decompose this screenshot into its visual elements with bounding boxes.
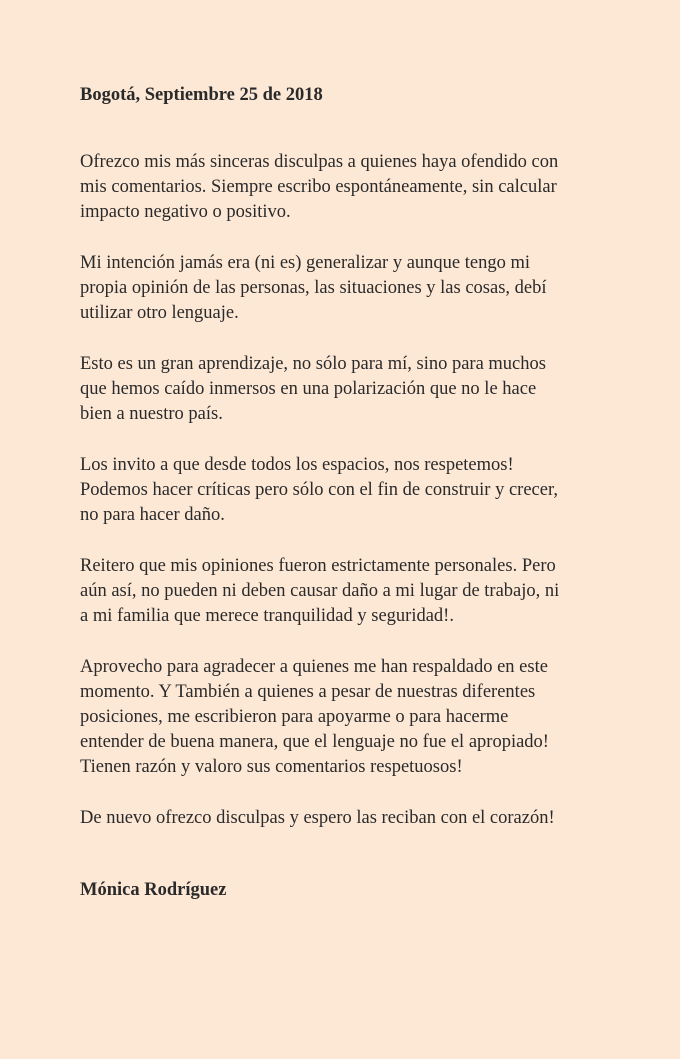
paragraph-line: no para hacer daño.: [80, 505, 225, 525]
paragraph-line: que hemos caído inmersos en una polarización que no le hace: [80, 379, 537, 399]
paragraph-line: Mi intención jamás era (ni es) generalizar y aunque tengo mi: [80, 253, 530, 273]
paragraph-5: [80, 554, 620, 629]
paragraph-line: posiciones, me escribieron para apoyarme o para hacerme: [80, 707, 509, 727]
paragraph-2: [80, 251, 620, 326]
letter-date: Bogotá, Septiembre 25 de 2018: [80, 85, 323, 105]
paragraph-6: [80, 655, 620, 780]
letter-page: [80, 82, 620, 903]
paragraph-line: aún así, no pueden ni deben causar daño a mi lugar de trabajo, ni: [80, 581, 560, 601]
paragraph-line: Esto es un gran aprendizaje, no sólo para mí, sino para muchos: [80, 354, 546, 374]
paragraph-4: [80, 453, 620, 528]
paragraph-line: mis comentarios. Siempre escribo espontáneamente, sin calcular: [80, 177, 557, 197]
paragraph-1: [80, 150, 620, 225]
paragraph-line: propia opinión de las personas, las situaciones y las cosas, debí: [80, 278, 547, 298]
paragraph-line: De nuevo ofrezco disculpas y espero las reciban con el corazón!: [80, 808, 555, 828]
paragraph-line: utilizar otro lenguaje.: [80, 303, 239, 323]
letter-signature: Mónica Rodríguez: [80, 880, 227, 900]
paragraph-line: impacto negativo o positivo.: [80, 202, 291, 222]
paragraph-line: momento. Y También a quienes a pesar de nuestras diferentes: [80, 682, 536, 702]
paragraph-line: Podemos hacer críticas pero sólo con el fin de construir y crecer,: [80, 480, 559, 500]
paragraph-line: bien a nuestro país.: [80, 404, 223, 424]
paragraph-line: Ofrezco mis más sinceras disculpas a quienes haya ofendido con: [80, 152, 559, 172]
paragraph-7: [80, 806, 620, 831]
paragraph-3: [80, 352, 620, 427]
paragraph-line: Tienen razón y valoro sus comentarios respetuosos!: [80, 757, 463, 777]
paragraph-line: Reitero que mis opiniones fueron estrictamente personales. Pero: [80, 556, 556, 576]
paragraph-line: Aprovecho para agradecer a quienes me han respaldado en este: [80, 657, 548, 677]
paragraph-line: a mi familia que merece tranquilidad y seguridad!.: [80, 606, 454, 626]
paragraph-line: Los invito a que desde todos los espacios, nos respetemos!: [80, 455, 514, 475]
paragraph-line: entender de buena manera, que el lenguaje no fue el apropiado!: [80, 732, 549, 752]
